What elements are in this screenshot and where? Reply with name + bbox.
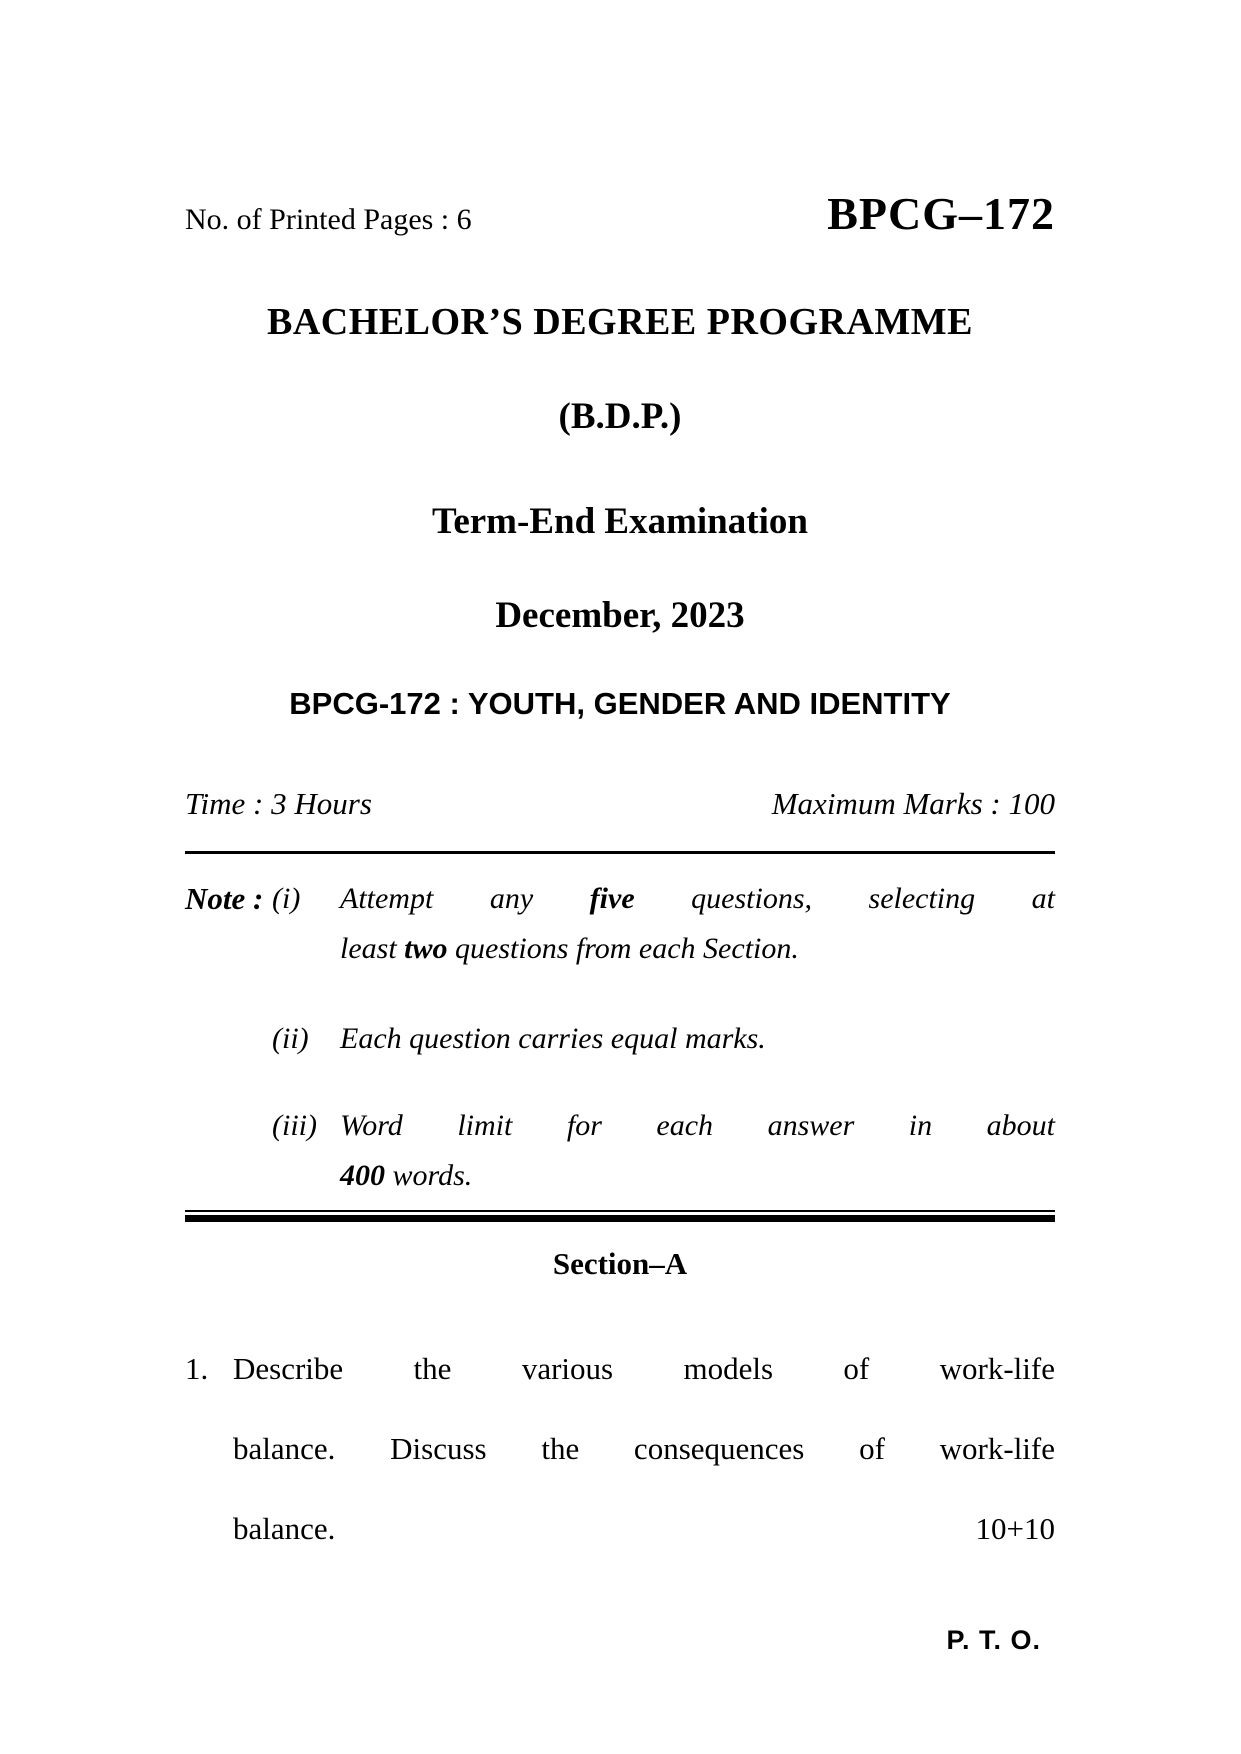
question-1-line-3 xyxy=(233,1489,1055,1569)
pto-footer: P. T. O. xyxy=(946,1625,1041,1655)
note-item-i-line-2: least two questions from each Section. xyxy=(340,932,799,965)
question-1-number: 1. xyxy=(185,1351,209,1386)
exam-session: December, 2023 xyxy=(495,595,745,636)
question-1-marks: 10+10 xyxy=(975,1511,1055,1546)
question-1-line-1: Describe the various models of work-life xyxy=(233,1351,1055,1386)
question-1 xyxy=(185,1329,1055,1569)
section-a-heading: Section–A xyxy=(552,1246,688,1281)
question-1-line-3-text: balance. xyxy=(233,1511,336,1546)
note-item-i-line-1: Attempt any five questions, selecting at xyxy=(340,882,1055,915)
double-horizontal-rule xyxy=(185,1210,1055,1222)
exam-title: Term-End Examination xyxy=(432,501,808,542)
note-block xyxy=(185,874,1055,1201)
note-item-iii-line-2: 400 words. xyxy=(340,1159,473,1192)
header-row xyxy=(185,190,1055,240)
note-item-i-number: (i) xyxy=(272,882,301,915)
note-label: Note : xyxy=(185,881,264,916)
note-item-ii xyxy=(185,1014,1055,1064)
printed-pages-count: No. of Printed Pages : 6 xyxy=(185,203,472,236)
time-marks-row xyxy=(185,784,1055,824)
maximum-marks: Maximum Marks : 100 xyxy=(771,786,1055,821)
programme-abbreviation: (B.D.P.) xyxy=(558,396,682,437)
horizontal-rule xyxy=(185,851,1055,854)
note-item-i xyxy=(185,874,1055,974)
programme-title: BACHELOR’S DEGREE PROGRAMME xyxy=(267,301,973,343)
note-item-iii-line-1: Word limit for each answer in about xyxy=(340,1109,1055,1142)
course-title: BPCG-172 : YOUTH, GENDER AND IDENTITY xyxy=(289,686,951,721)
note-item-ii-line-1: Each question carries equal marks. xyxy=(340,1022,766,1055)
note-item-iii xyxy=(185,1101,1055,1201)
note-item-ii-number: (ii) xyxy=(272,1022,309,1055)
note-item-iii-number: (iii) xyxy=(272,1109,317,1142)
paper-code: BPCG–172 xyxy=(827,188,1055,239)
question-1-line-2: balance. Discuss the consequences of work-life xyxy=(233,1431,1055,1466)
time-allowed: Time : 3 Hours xyxy=(185,786,372,821)
